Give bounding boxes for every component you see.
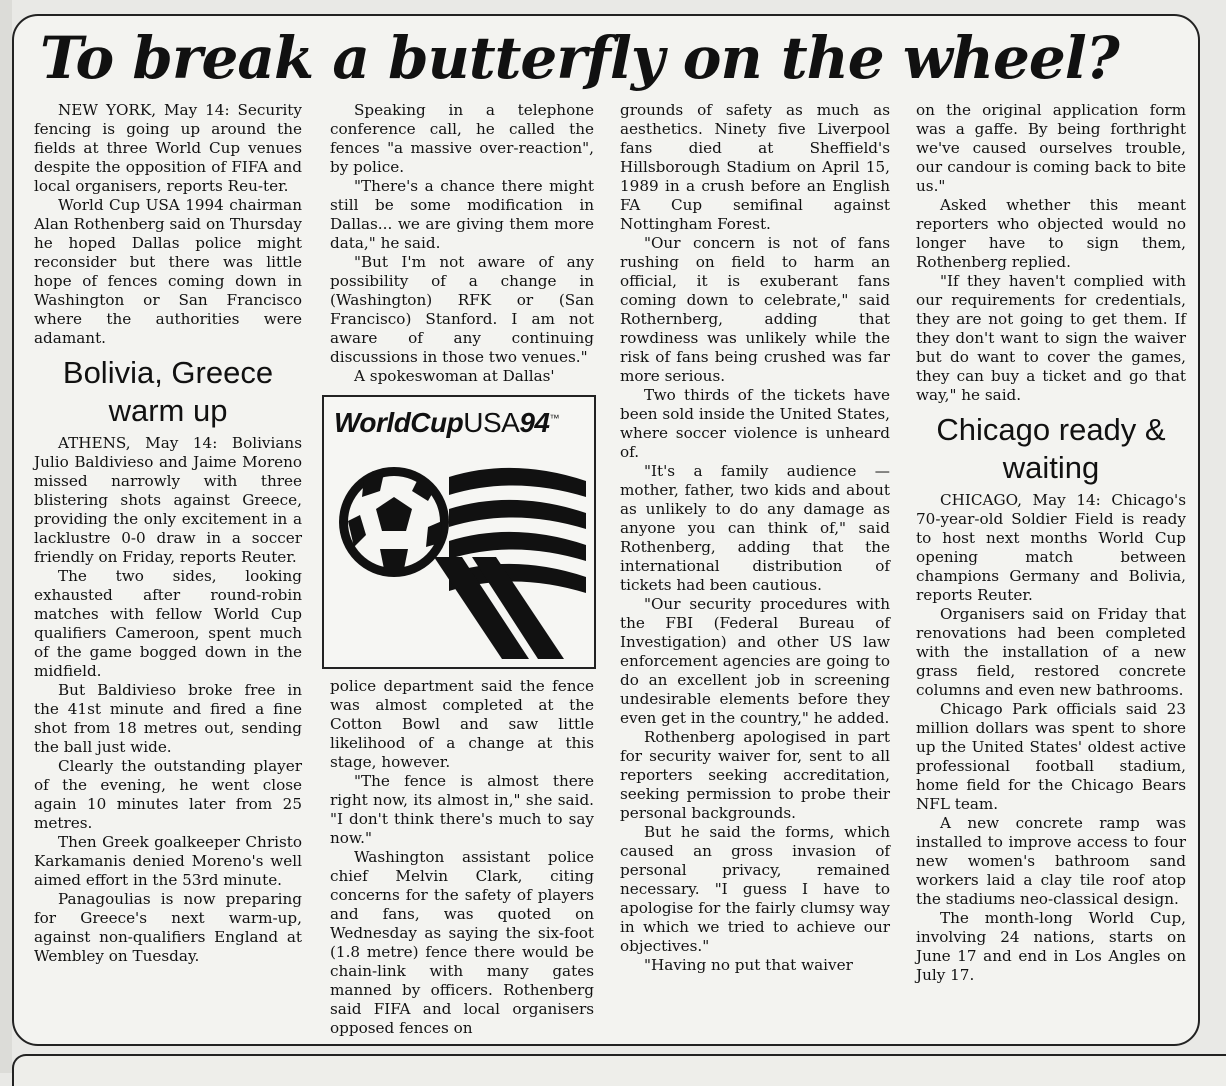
soccer-ball-flag-icon (324, 397, 594, 667)
paragraph: Rothenberg apologised in part for security waiver for, sent to all reporters seeking accreditation, seeking permission to probe their personal backgrounds. (620, 728, 890, 822)
paragraph: ATHENS, May 14: Bolivians Julio Baldivieso and Jaime Moreno missed narrowly with three blistering shots against Greece, providing the only excitement in a lacklustre 0-0 draw in a soccer friendly on Friday, reports Reuter. (34, 434, 302, 566)
col1-top-paras (34, 101, 302, 348)
paragraph: Organisers said on Friday that renovations had been completed with the installation of a new grass field, restored concrete columns and even new bathrooms. (916, 605, 1186, 699)
paragraph: But he said the forms, which caused an gross invasion of personal privacy, remained necessary. "I guess I have to apologise for the fairly clumsy way in which we tried to achieve our objectives." (620, 823, 890, 955)
paragraph: "Our concern is not of fans rushing on field to harm an official, it is exuberant fans coming down to celebrate," said Rothernberg, adding that rowdiness was unlikely while the risk of fans being crushed was far more serious. (620, 234, 890, 385)
paragraph: A spokeswoman at Dallas' (354, 367, 555, 385)
paragraph: grounds of safety as much as aesthetics. Ninety five Liverpool fans died at Sheffield's Hillsborough Stadium on April 15, 1989 in a crush before an English FA Cup semifinal against Nottingham Forest. (620, 101, 890, 233)
paragraph: The month-long World Cup, involving 24 nations, starts on June 17 and end in Los Angles on July 17. (916, 909, 1186, 984)
world-cup-usa94-logo (322, 395, 596, 669)
paragraph: "But I'm not aware of any possibility of a change in (Washington) RFK or (San Francisco) Stanford. I am not aware of any continuing discussions in those two venues." (330, 253, 594, 366)
col4-top-paras (916, 101, 1186, 405)
column-2-lower (330, 677, 594, 1038)
paragraph: Panagoulias is now preparing for Greece's next warm-up, against non-qualifiers England at Wembley on Tuesday. (34, 890, 302, 965)
paragraph: Washington assistant police chief Melvin Clark, citing concerns for the safety of players and fans, was quoted on Wednesday as saying the six-foot (1.8 metre) fence there would be chain-link with many gates manned by officers. Rothenberg said FIFA and local organisers opposed fences on (330, 848, 594, 1037)
col1-bottom-paras (34, 434, 302, 966)
paragraph: A new concrete ramp was installed to improve access to four new women's bathroom sand workers laid a clay tile roof atop the stadiums neo-classical design. (916, 814, 1186, 908)
paragraph: Asked whether this meant reporters who objected would no longer have to sign them, Rothenberg replied. (916, 196, 1186, 271)
col2-top-paras (330, 101, 594, 386)
headline: To break a butterfly on the wheel? (40, 24, 1119, 92)
logo-wordmark: WorldCupUSA94™ (334, 407, 559, 438)
paragraph: "Our security procedures with the FBI (Federal Bureau of Investigation) and other US law enforcement agencies are going to do an excellent job in screening undesirable elements before they even get in the country," he added. (620, 595, 890, 727)
paragraph: NEW YORK, May 14: Security fencing is going up around the fields at three World Cup venues despite the opposition of FIFA and local organisers, reports Reu-ter. (34, 101, 302, 195)
paragraph: Two thirds of the tickets have been sold inside the United States, where soccer violence is unheard of. (620, 386, 890, 461)
paragraph: Clearly the outstanding player of the evening, he went close again 10 minutes later from 25 metres. (34, 757, 302, 832)
subhead-chicago: Chicago ready & waiting (936, 412, 1166, 485)
col3-paras (620, 101, 890, 975)
paragraph: Chicago Park officials said 23 million dollars was spent to shore up the United States' oldest active professional football stadium, home field for the Chicago Bears NFL team. (916, 700, 1186, 813)
column-2 (330, 101, 594, 386)
paragraph: "Having no put that waiver (644, 956, 853, 974)
paragraph: World Cup USA 1994 chairman Alan Rothenberg said on Thursday he hoped Dallas police might reconsider but there was little hope of fences coming down in Washington or San Francisco where the authorities were adamant. (34, 196, 302, 347)
col4-bottom-paras (916, 491, 1186, 985)
paragraph: Speaking in a telephone conference call, he called the fences "a massive over-reaction", by police. (330, 101, 594, 176)
subhead-bolivia-greece: Bolivia, Greece warm up (62, 355, 274, 428)
paragraph: "There's a chance there might still be some modification in Dallas... we are giving them more data," he said. (330, 177, 594, 252)
paragraph: on the original application form was a gaffe. By being forthright we've caused ourselves trouble, our candour is coming back to bite us." (916, 101, 1186, 195)
column-3 (620, 101, 890, 975)
paragraph: "It's a family audience — mother, father, two kids and about as unlikely to do any damage as anyone you can think of," said Rothenberg, adding that the international distribution of tickets had been cautious. (620, 462, 890, 594)
col2-bottom-paras (330, 677, 594, 1038)
next-article-border (12, 1054, 1226, 1086)
paragraph: CHICAGO, May 14: Chicago's 70-year-old Soldier Field is ready to host next months World Cup opening match between champions Germany and Bolivia, reports Reuter. (916, 491, 1186, 604)
page-edge (0, 0, 12, 1073)
paragraph: "The fence is almost there right now, its almost in," she said. "I don't think there's much to say now." (330, 772, 594, 847)
paragraph: police department said the fence was almost completed at the Cotton Bowl and saw little likelihood of a change at this stage, however. (330, 677, 594, 771)
paragraph: The two sides, looking exhausted after round-robin matches with fellow World Cup qualifiers Cameroon, spent much of the game bogged down in the midfield. (34, 567, 302, 680)
paragraph: "If they haven't complied with our requirements for credentials, they are not going to get them. If they don't want to sign the waiver but do want to cover the games, they can buy a ticket and go that way," he said. (916, 272, 1186, 404)
paragraph: Then Greek goalkeeper Christo Karkamanis denied Moreno's well aimed effort in the 53rd minute. (34, 833, 302, 889)
column-1 (34, 101, 302, 966)
paragraph: But Baldivieso broke free in the 41st minute and fired a fine shot from 18 metres out, sending the ball just wide. (34, 681, 302, 756)
column-4 (916, 101, 1186, 985)
